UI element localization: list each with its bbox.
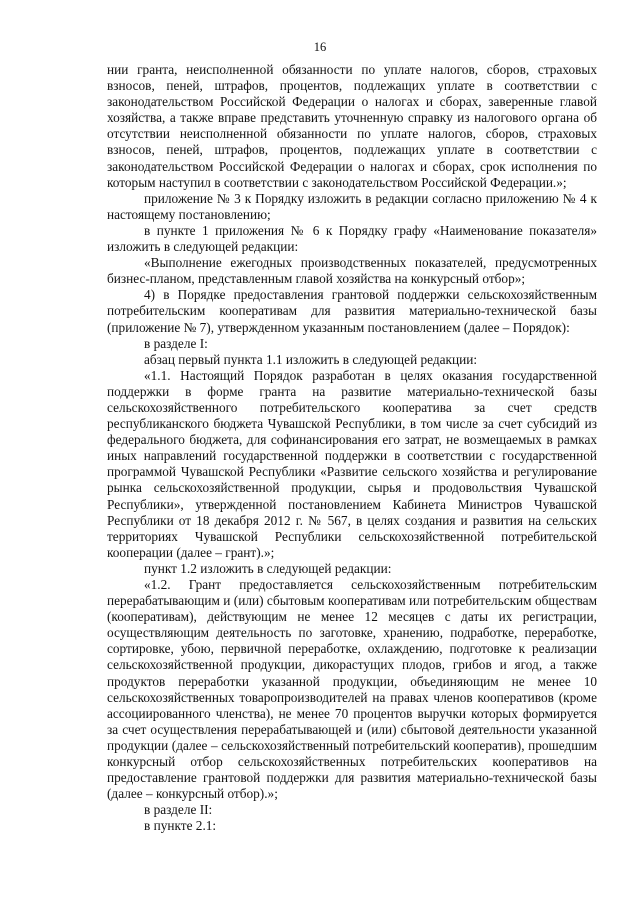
- paragraph: в разделе I:: [144, 335, 208, 351]
- paragraph: «1.1. Настоящий Порядок разработан в целях оказания государственной поддержки в форме гранта на развитие материально-технической базы сельскохозяйственного потребительского кооператива за счет средств республиканского бюджета Чувашской Республики, в том числе за счет субсидий из федерального бюджета, для софинансирования его затрат, не возмещаемых в рамках иных направлений государственной поддержки в соответствии с государственной программой Чувашской Республики «Развитие сельского хозяйства и регулирование рынка сельскохозяйственной продукции, сырья и продовольствия Чувашской Республики», утвержденной постановлением Кабинета Министров Чувашской Республики от 18 декабря 2012 г. № 567, в целях создания и развития на сельских территориях Чувашской Республики сельскохозяйственной потребительской кооперации (далее – грант).»;: [107, 367, 597, 560]
- paragraph: пункт 1.2 изложить в следующей редакции:: [144, 560, 392, 576]
- paragraph: в пункте 1 приложения № 6 к Порядку графу «Наименование показателя» изложить в следующей редакции:: [107, 222, 597, 255]
- paragraph: «Выполнение ежегодных производственных показателей, предусмотренных бизнес-планом, представленным главой хозяйства на конкурсный отбор»;: [107, 255, 597, 287]
- paragraph: «1.2. Грант предоставляется сельскохозяйственным потребительским перерабатывающим и (или) сбытовым кооперативам или потребительским обществам (кооперативам), действующим не менее 12 месяцев с даты их регистрации, осуществляющим деятельность по заготовке, хранению, подработке, переработке, сортировке, убою, первичной переработке, охлаждению, подготовке к реализации сельскохозяйственной продукции, дикорастущих плодов, грибов и ягод, а также продуктов переработки указанной продукции, объединяющим не менее 10 сельскохозяйственных товаропроизводителей на правах членов кооперативов (кроме ассоциированного членства), не менее 70 процентов выручки которых формируется за счет осуществления перерабатывающей и (или) сбытовой деятельности указанной продукции (далее – сельскохозяйственный потребительский кооператив), прошедшим конкурсный отбор сельскохозяйственных потребительских кооперативов на предоставление грантовой поддержки для развития материально-технической базы (далее – конкурсный отбор).»;: [107, 577, 597, 802]
- paragraph: нии гранта, неисполненной обязанности по уплате налогов, сборов, страховых взносов, пеней, штрафов, процентов, подлежащих уплате в соответствии с законодательством Российской Федерации о налогах и сборах, заверенные главой хозяйства, а также вправе представить уточненную справку из налогового органа об отсутствии неисполненной обязанности по уплате налогов, сборов, страховых взносов, пеней, штрафов, процентов, подлежащих уплате в соответствии с законодательством Российской Федерации о налогах и сборах, срок исполнения по которым наступил в соответствии с законодательством Российской Федерации.»;: [107, 62, 597, 190]
- document-body: [107, 62, 597, 835]
- paragraph: в пункте 2.1:: [144, 818, 217, 834]
- paragraph: в разделе II:: [144, 802, 213, 818]
- paragraph: 4) в Порядке предоставления грантовой поддержки сельскохозяйственным потребительским кооперативам для развития материально-технической базы (приложение № 7), утвержденном указанным постановлением (далее – Порядок):: [107, 287, 597, 335]
- paragraph: приложение № 3 к Порядку изложить в редакции согласно приложению № 4 к настоящему постановлению;: [107, 190, 597, 222]
- page-number: 16: [313, 40, 327, 54]
- paragraph: абзац первый пункта 1.1 изложить в следующей редакции:: [144, 351, 478, 367]
